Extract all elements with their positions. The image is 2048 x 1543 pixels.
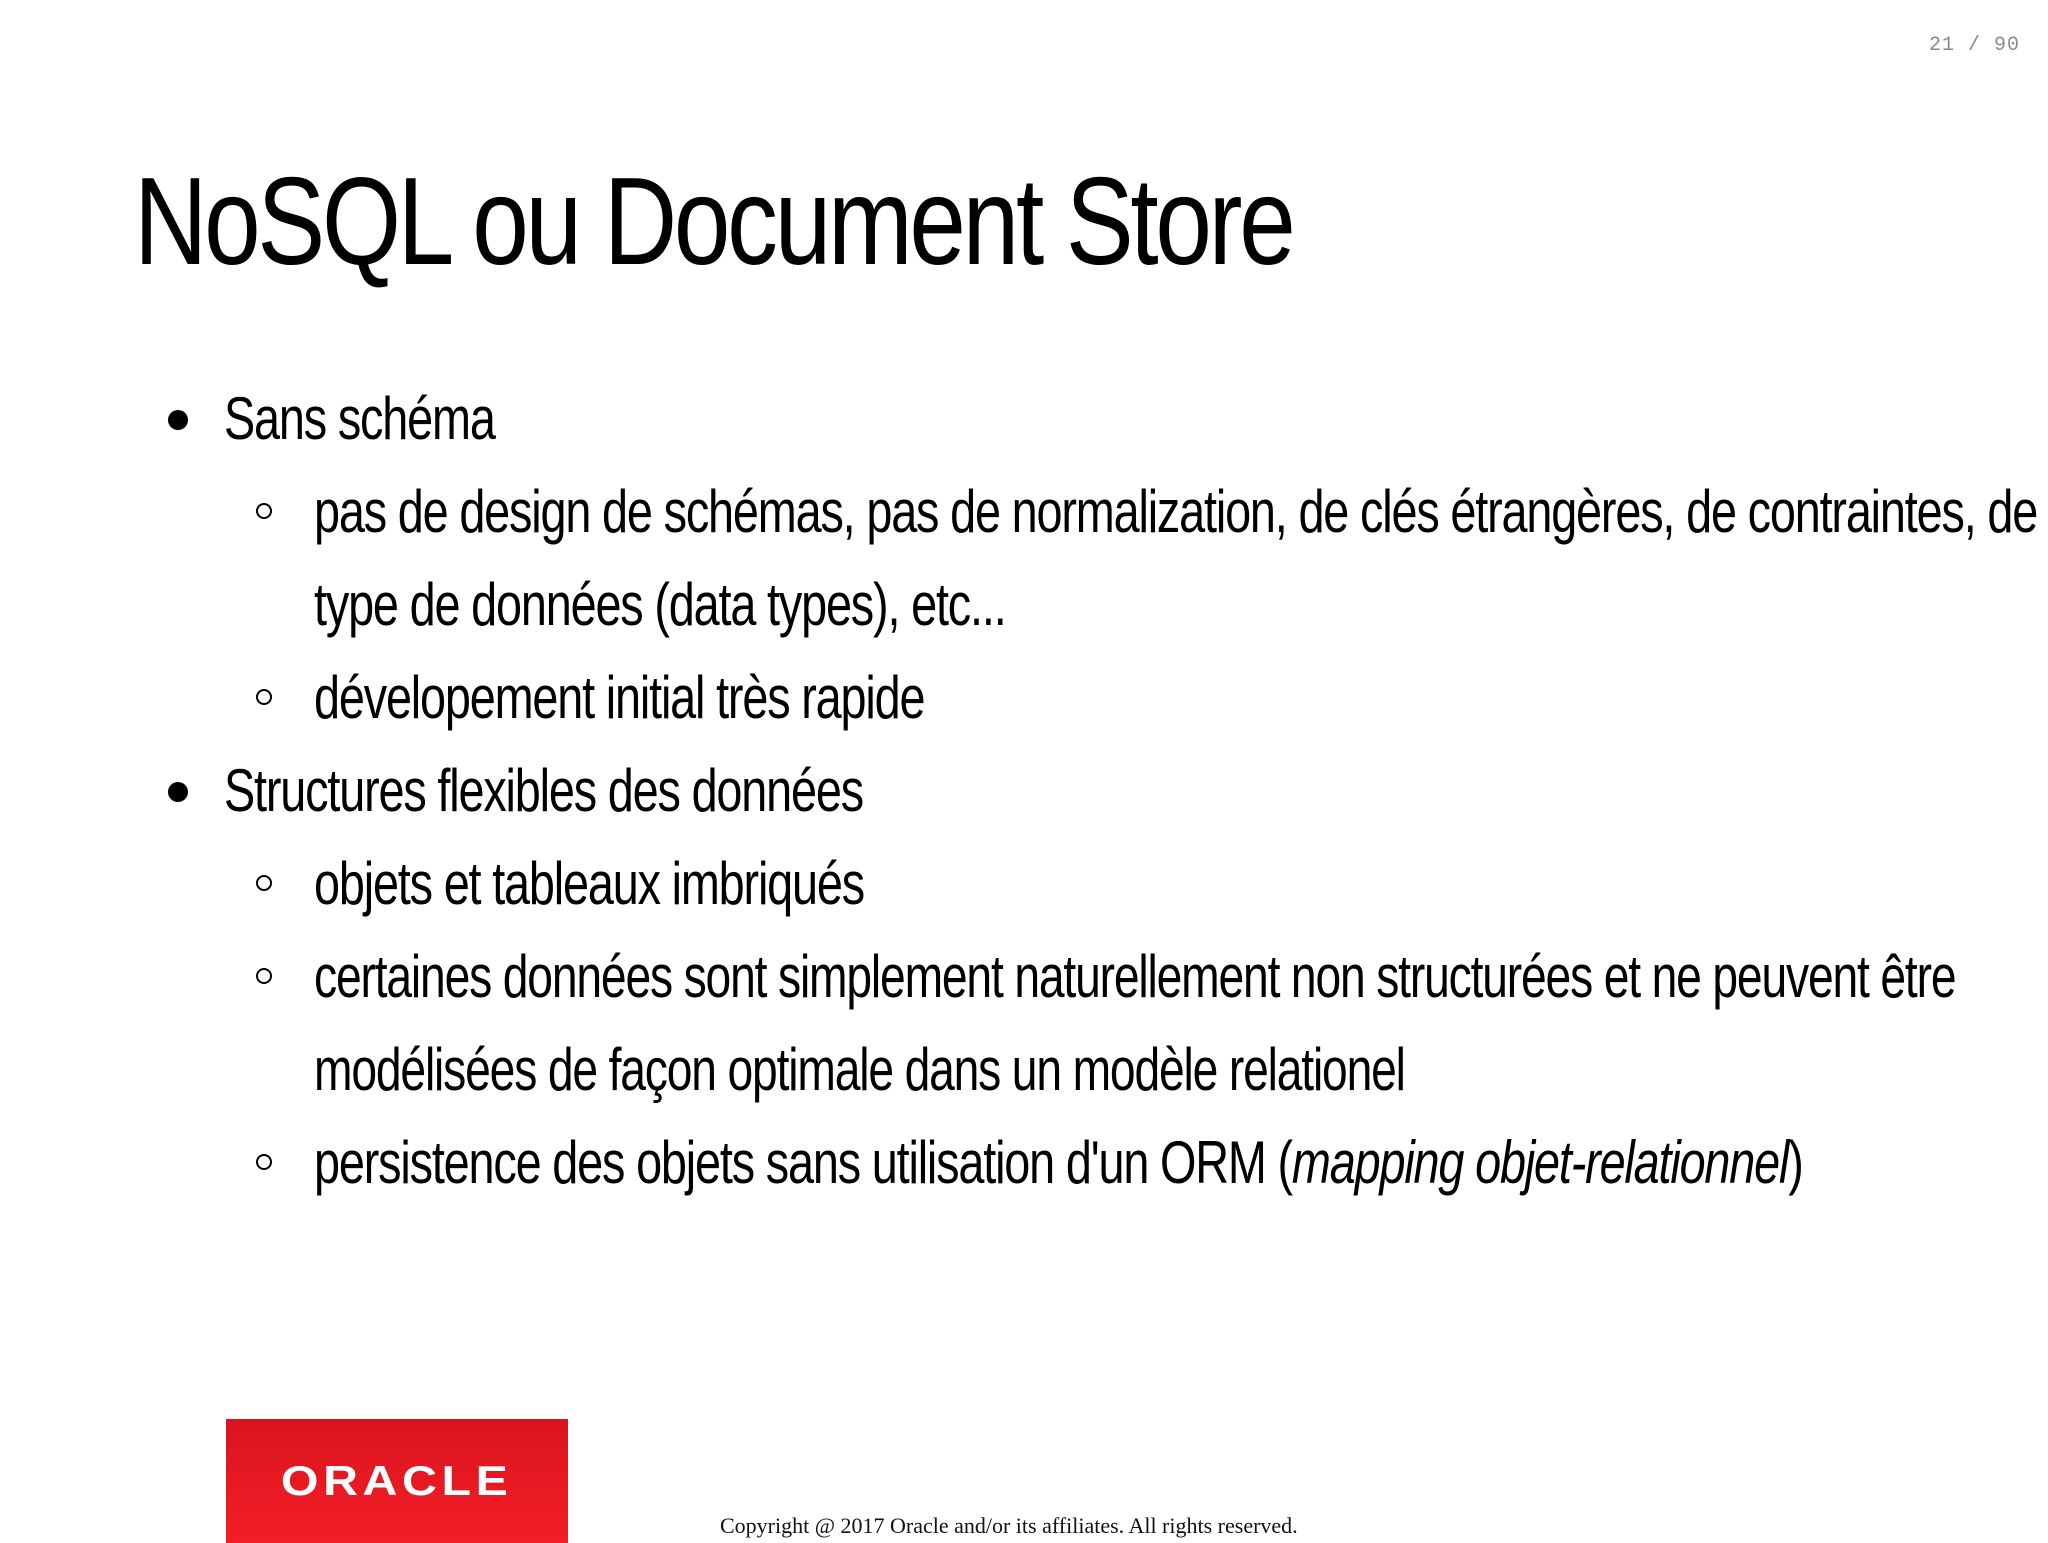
sub-bullet-text-mixed: persistence des objets sans utilisation d'un ORM (mapping objet-relationnel) bbox=[314, 1129, 1803, 1196]
bullet-item bbox=[160, 744, 1920, 837]
sub-bullet-circle-icon bbox=[256, 968, 272, 984]
sub-bullet-circle-icon bbox=[256, 689, 272, 705]
sub-bullet-item bbox=[160, 651, 1920, 744]
bullet-item bbox=[160, 372, 1920, 465]
copyright-notice: Copyright @ 2017 Oracle and/or its affiliates. All rights reserved. bbox=[720, 1513, 1298, 1538]
slide-title: NoSQL ou Document Store bbox=[134, 153, 1293, 291]
oracle-logo-text: ORACLE bbox=[281, 1457, 513, 1504]
slide-content bbox=[160, 372, 2038, 1209]
sub-bullet-item bbox=[160, 1116, 1920, 1209]
bullet-dot-icon bbox=[168, 410, 188, 430]
sub-bullet-circle-icon bbox=[256, 1154, 272, 1170]
sub-bullet-text: certaines données sont simplement naturellement non structurées et ne peuvent être modélisées de façon optimale dans un modèle relationel bbox=[314, 943, 1956, 1103]
sub-bullet-circle-icon bbox=[256, 875, 272, 891]
sub-bullet-item bbox=[160, 837, 1920, 930]
sub-bullet-item bbox=[160, 465, 2038, 651]
page-counter: 21 / 90 bbox=[1928, 34, 2020, 57]
sub-bullet-circle-icon bbox=[256, 503, 272, 519]
bullet-dot-icon bbox=[168, 782, 188, 802]
sub-bullet-text: objets et tableaux imbriqués bbox=[314, 850, 864, 917]
bullet-text: Sans schéma bbox=[224, 385, 495, 452]
italic-term: mapping objet-relationnel bbox=[1291, 1129, 1789, 1196]
sub-bullet-text: pas de design de schémas, pas de normalization, de clés étrangères, de contraintes, de type de données (data types), etc... bbox=[314, 478, 2038, 638]
bullet-list bbox=[160, 372, 2038, 1209]
sub-bullet-item bbox=[160, 930, 1956, 1116]
bullet-text: Structures flexibles des données bbox=[224, 757, 863, 824]
sub-bullet-text: dévelopement initial très rapide bbox=[314, 664, 925, 731]
oracle-logo bbox=[226, 1419, 568, 1543]
